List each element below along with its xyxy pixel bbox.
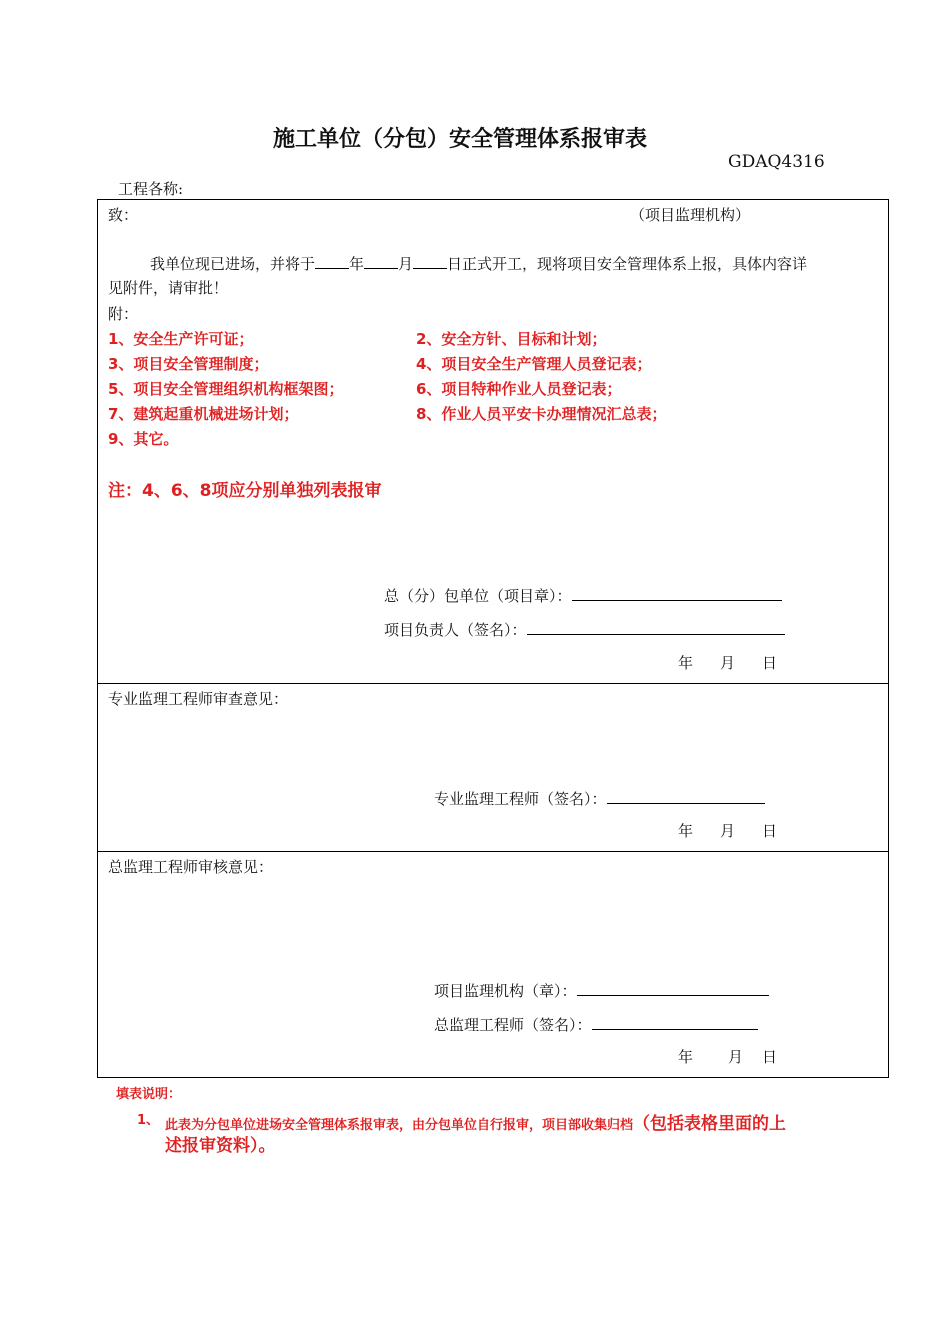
month-text: 月 xyxy=(398,255,414,273)
year-text: 年 xyxy=(349,255,365,273)
org-stamp-blank[interactable] xyxy=(577,981,769,996)
para-end: 见附件，请审批！ xyxy=(108,279,229,297)
attachment-item: 9、其它。 xyxy=(108,430,179,448)
supervisor-org-label: （项目监理机构） xyxy=(630,206,751,224)
chief-signature-row xyxy=(434,1014,758,1035)
submission-section xyxy=(97,199,889,683)
manager-blank[interactable] xyxy=(527,620,785,635)
engineer-signer-label: 专业监理工程师（签名）： xyxy=(434,790,607,808)
instructions-heading: 填表说明： xyxy=(116,1087,182,1102)
org-stamp-row xyxy=(434,980,769,1001)
attachment-item: 6、项目特种作业人员登记表； xyxy=(416,380,622,398)
day-blank[interactable] xyxy=(413,254,447,269)
chief-signature-blank[interactable] xyxy=(592,1015,758,1030)
engineer-signature-blank[interactable] xyxy=(607,789,765,804)
para-start: 我单位现已进场，并将于 xyxy=(150,255,316,273)
attachment-item: 1、安全生产许可证； xyxy=(108,330,254,348)
attach-label: 附： xyxy=(108,305,139,323)
page-title: 施工单位（分包）安全管理体系报审表 xyxy=(272,126,647,152)
year-blank[interactable] xyxy=(315,254,349,269)
date-year: 年 xyxy=(678,1048,694,1066)
form-code: GDAQ4316 xyxy=(728,152,825,172)
project-name-label: 工程各称: xyxy=(118,180,184,198)
instruction-line2: 述报审资料）。 xyxy=(165,1136,276,1156)
month-blank[interactable] xyxy=(364,254,398,269)
org-stamp-label: 项目监理机构（章）： xyxy=(434,982,577,1000)
engineer-signature-row xyxy=(434,788,765,809)
engineer-review-section xyxy=(97,683,889,851)
date-day: 日 xyxy=(762,822,778,840)
contractor-label: 总（分）包单位（项目章）： xyxy=(384,587,572,605)
manager-signature-row xyxy=(384,619,785,640)
attachment-item: 2、安全方针、目标和计划； xyxy=(416,330,607,348)
chief-review-section xyxy=(97,851,889,1078)
attachment-item: 8、作业人员平安卡办理情况汇总表； xyxy=(416,405,667,423)
attachment-item: 7、建筑起重机械进场计划； xyxy=(108,405,299,423)
day-text: 日正式开工，现将项目安全管理体系上报，具体内容详 xyxy=(447,255,808,273)
chief-signer-label: 总监理工程师（签名）： xyxy=(434,1016,592,1034)
attachment-item: 4、项目安全生产管理人员登记表； xyxy=(416,355,652,373)
date-month: 月 xyxy=(720,654,736,672)
date-day: 日 xyxy=(762,1048,778,1066)
engineer-opinion-label: 专业监理工程师审查意见： xyxy=(108,690,289,708)
submission-paragraph-line1 xyxy=(150,253,807,274)
manager-label: 项目负责人（签名）： xyxy=(384,621,527,639)
attachment-item: 3、项目安全管理制度； xyxy=(108,355,269,373)
contractor-blank[interactable] xyxy=(572,586,782,601)
instruction-line1-small: 此表为分包单位进场安全管理体系报审表，由分包单位自行报审，项目部收集归档 xyxy=(165,1118,634,1133)
attachment-item: 5、项目安全管理组织机构框架图； xyxy=(108,380,344,398)
date-year: 年 xyxy=(678,654,694,672)
date-month: 月 xyxy=(720,822,736,840)
chief-opinion-label: 总监理工程师审核意见： xyxy=(108,858,274,876)
contractor-signature-row xyxy=(384,585,782,606)
instruction-number: 1、 xyxy=(137,1113,160,1128)
date-year: 年 xyxy=(678,822,694,840)
note-text: 注：4、6、8项应分别单独列表报审 xyxy=(108,481,382,501)
to-label: 致： xyxy=(108,206,139,224)
instruction-line1-big: （包括表格里面的上 xyxy=(633,1114,787,1134)
date-day: 日 xyxy=(762,654,778,672)
date-month: 月 xyxy=(728,1048,744,1066)
